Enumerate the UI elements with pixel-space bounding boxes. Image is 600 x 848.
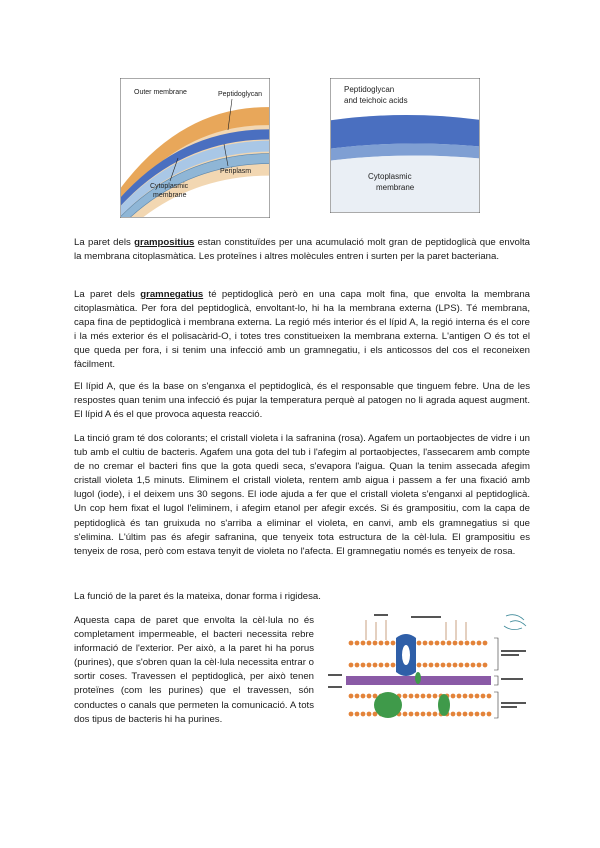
label-cyto-1: Cytoplasmic [368, 172, 412, 181]
p1-post: estan constituïdes per una acumulació molt gran de peptidoglicà que envolta la membrana citoplasmàtica. Les proteïnes i altres molècules entren i surten per la paret bacteriana. [74, 237, 531, 263]
membrane-protein [374, 692, 402, 718]
label-periplasm: Periplasm [220, 168, 252, 175]
label-outer-membrane: Outer membrane [134, 89, 187, 96]
gram-negative-figure [120, 78, 270, 218]
paragraph-gramnegatius [74, 288, 530, 373]
membrane-porin-figure [326, 610, 531, 725]
label-peptidoglycan: Peptidoglycan [218, 91, 262, 98]
gram-negative-diagram [120, 78, 270, 218]
term-grampositius: grampositius [134, 237, 195, 248]
paragraph-lipid-a: El lípid A, que és la base on s'enganxa el peptidoglicà, és el responsable que tinguem febre. Una de les respostes quan tenim una infecció és pujar la temperatura perquè al patogen no li agrada aquest augment. El lípid A és el que provoca aquesta reacció. [74, 381, 530, 421]
label-peptido-2: and teichoic acids [344, 96, 408, 105]
term-gramnegatius: gramnegatius [140, 289, 204, 300]
paragraph-porins: Aquesta capa de paret que envolta la cèl·lula no és completament impermeable, el bacteri necessita rebre informació de l'exterior. Per això, a la paret hi ha porus (purines), que s'obren quan la cèl·lula necessita entrar o sortir coses. Travessen el peptidoglicà, per això tenen proteïnes (com les purines) que el travessen, són conductes o canals que permeten la comunicació. A tots dos tipus de bacteris hi ha purines. [74, 615, 314, 725]
gram-positive-diagram [330, 78, 480, 213]
paragraph-gram-stain: La tinció gram té dos colorants; el cristall violeta i la safranina (rosa). Agafem un portaobjectes de vidre i un tub amb el cultiu de bacteris. Agafem una gota del tub i l'afegim al portaobjectes, l'assecarem amb compte de no cremar el bacteri fins que la gota quedi seca, s'evapora l'aigua. Quan la tenim assecada afegim cristall violeta 1,5 minuts. Eliminem el cristall violeta, rentem amb aigua i passem a fer una fixació amb lugol (iode), i el deixem uns 30 segons. El iode ajuda a fer que el cristall violeta s'enganxi al peptidoglicà. Un cop hem fixat el lugol l'eliminem, i afegim etanol per afegir excés. Si és grampositiu, com la capa de peptidoglicà és tan gruixuda no s'arriba a eliminar el violeta, en canvi, amb els gramnegatius si que s'elimina. L'últim pas és afegir safranina, que tenyeix tota estructura de la cèl·lula. El grampositiu es tenyeix de rosa, però com estava tenyit de violeta no l'afecta. El gramnegatiu només es tenyeix de rosa. [74, 433, 530, 557]
label-cytoplasmic-1: Cytoplasmic [150, 183, 189, 190]
gram-positive-figure [330, 78, 480, 213]
label-cytoplasmic-2: membrane [153, 192, 187, 199]
label-peptido-1: Peptidoglycan [344, 85, 395, 94]
membrane-porin-diagram [326, 610, 531, 725]
paragraph-function: La funció de la paret és la mateixa, donar forma i rigidesa. [74, 591, 321, 602]
paragraph-grampositius [74, 236, 530, 264]
p2-pre: La paret dels [74, 289, 141, 300]
p2-post: té peptidoglicà però en una capa molt fina, que envolta la membrana citoplasmàtica. Per fora del peptidoglicà, envoltant-lo, hi ha la membrana externa (LPS). Té membrana, capa fina de peptidoglicà i membrana externa. La regió més interior és el lípid A, la regió interna és el core i la més exterior és el polisacàrid-O, i totes tres constitueixen la membrana externa. L'antigen O és tot el que queda per fora, i si tenim una infecció amb un gramnegatiu, i els anticossos del cos el reconeixen fàcilment. [74, 289, 530, 371]
label-cyto-2: membrane [376, 183, 415, 192]
p1-pre: La paret dels [74, 237, 135, 248]
